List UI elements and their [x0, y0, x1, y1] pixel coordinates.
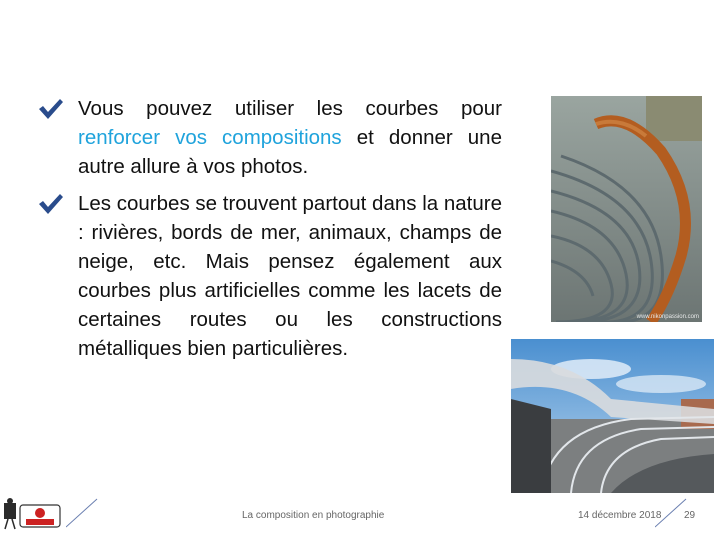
walkway-photo [511, 339, 714, 493]
footer-title: La composition en photographie [242, 510, 385, 521]
curved-bench-photo [551, 96, 702, 322]
highlighted-text: renforcer vos compositions [78, 126, 342, 149]
bullet-text: et donner une autre allure à vos photos. [78, 126, 502, 178]
footer-date: 14 décembre 2018 [578, 510, 662, 521]
bullet-text: Vous pouvez utiliser les courbes pour [78, 97, 502, 120]
photo-watermark: www.nikonpassion.com [636, 314, 699, 320]
bullet-list [38, 94, 502, 371]
footer-divider [66, 498, 98, 528]
bullet-text: Les courbes se trouvent partout dans la nature : rivières, bords de mer, animaux, champs de neige, etc. Mais pensez également aux courbes plus artificielles comme les lacets de certaines routes ou les constructions métalliques bien particulières. [78, 192, 502, 360]
club-logo [2, 497, 68, 531]
bullet-item [38, 94, 502, 181]
bullet-item [38, 189, 502, 363]
checkmark-icon [38, 193, 64, 215]
page-number: 29 [684, 510, 696, 521]
checkmark-icon [38, 98, 64, 120]
